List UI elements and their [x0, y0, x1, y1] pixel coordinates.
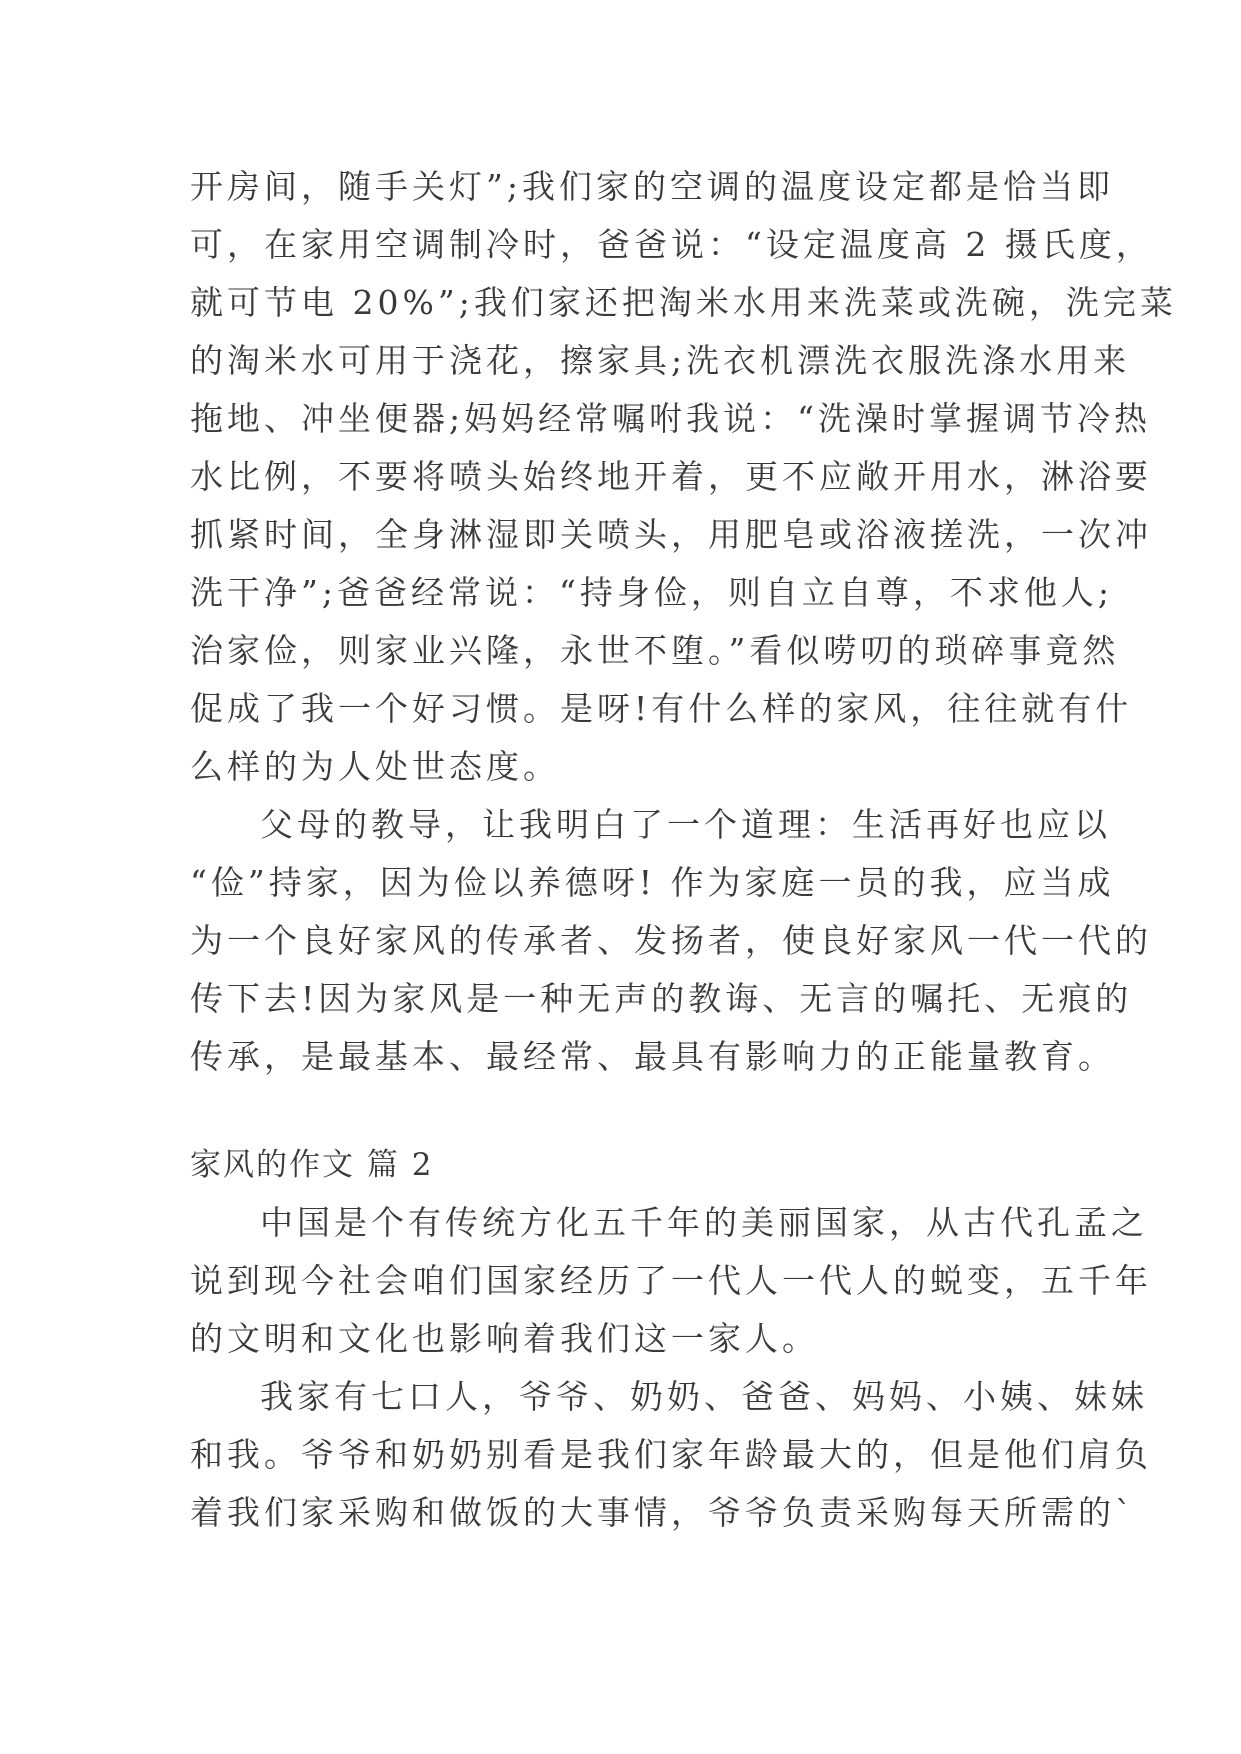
text-line: 拖地、冲坐便器;妈妈经常嘱咐我说：“洗澡时掌握调节冷热: [190, 399, 1151, 438]
text-line: 的淘米水可用于浇花，擦家具;洗衣机漂洗衣服洗涤水用来: [190, 341, 1131, 380]
text-line: 我家有七口人，爷爷、奶奶、爸爸、妈妈、小姨、妹妹: [260, 1377, 1148, 1416]
text-line: 父母的教导，让我明白了一个道理：生活再好也应以: [260, 805, 1111, 844]
text-line: 着我们家采购和做饭的大事情，爷爷负责采购每天所需的`: [190, 1493, 1136, 1532]
paragraph: [190, 1194, 1152, 1368]
text-line: 的文明和文化也影响着我们这一家人。: [190, 1319, 819, 1358]
text-line: 为一个良好家风的传承者、发扬者，使良好家风一代一代的: [190, 921, 1152, 960]
text-line: 洗干净”;爸爸经常说：“持身俭，则自立自尊，不求他人;: [190, 573, 1113, 612]
text-line: 传下去!因为家风是一种无声的教诲、无言的嘱托、无痕的: [190, 979, 1133, 1018]
text-line: 治家俭，则家业兴隆，永世不堕。”看似唠叨的琐碎事竟然: [190, 631, 1120, 670]
text-line: 开房间，随手关灯”;我们家的空调的温度设定都是恰当即: [190, 167, 1114, 206]
text-line: “俭”持家，因为俭以养德呀! 作为家庭一员的我，应当成: [190, 863, 1115, 902]
section-spacer: [190, 1086, 1054, 1136]
text-line: 说到现今社会咱们国家经历了一代人一代人的蜕变，五千年: [190, 1261, 1152, 1300]
text-line: 和我。爷爷和奶奶别看是我们家年龄最大的，但是他们肩负: [190, 1435, 1152, 1474]
text-line: 传承，是最基本、最经常、最具有影响力的正能量教育。: [190, 1037, 1115, 1076]
paragraph: [190, 158, 1177, 796]
text-line: 么样的为人处世态度。: [190, 747, 560, 786]
paragraph: [190, 796, 1152, 1086]
text-line: 促成了我一个好习惯。是呀!有什么样的家风，往往就有什: [190, 689, 1133, 728]
text-line: 就可节电 20%”;我们家还把淘米水用来洗菜或洗碗，洗完菜: [190, 283, 1177, 322]
text-line: 可，在家用空调制冷时，爸爸说：“设定温度高 2 摄氏度，: [190, 225, 1153, 264]
text-line: 抓紧时间，全身淋湿即关喷头，用肥皂或浴液搓洗，一次冲: [190, 515, 1152, 554]
section-heading: 家风的作文 篇 2: [190, 1147, 434, 1183]
text-line: 水比例，不要将喷头始终地开着，更不应敞开用水，淋浴要: [190, 457, 1152, 496]
text-line: 中国是个有传统方化五千年的美丽国家，从古代孔孟之: [260, 1203, 1148, 1242]
essay-body: [190, 158, 1177, 1542]
paragraph: [190, 1368, 1152, 1542]
